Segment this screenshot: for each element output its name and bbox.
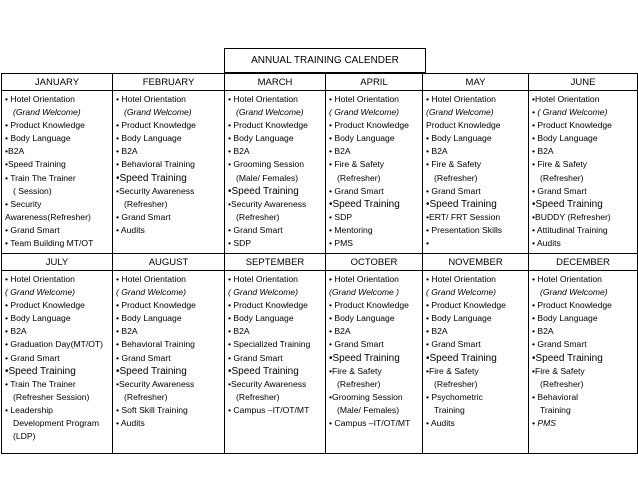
training-item: •Grooming Session <box>329 391 403 402</box>
month-cell-august <box>113 271 225 454</box>
training-item: • Hotel Orientation <box>116 274 186 284</box>
month-header: JUNE <box>529 74 638 91</box>
training-item: • Body Language <box>426 133 492 144</box>
training-item: (Grand Welcome ) <box>329 287 400 298</box>
training-row-1 <box>2 91 638 254</box>
training-item: (Refresher) <box>434 378 478 389</box>
training-item: (Refresher) <box>236 211 280 222</box>
training-item: (Grand Welcome) <box>236 107 304 118</box>
training-item: • Fire & Safety <box>329 159 385 170</box>
month-header: FEBRUARY <box>113 74 225 91</box>
training-item: • B2A <box>228 146 250 157</box>
training-item: • Product Knowledge <box>116 120 196 131</box>
training-item: •Fire & Safety <box>532 365 585 376</box>
training-item: (LDP) <box>13 431 36 442</box>
training-item: •Speed Training <box>329 352 400 364</box>
month-cell-november <box>423 271 529 454</box>
training-item: • Grand Smart <box>329 185 384 196</box>
training-item: • Hotel Orientation <box>228 94 298 104</box>
month-header: AUGUST <box>113 254 225 271</box>
training-item: • Leadership <box>5 404 53 415</box>
training-item: • Hotel Orientation <box>426 94 496 104</box>
training-item: • Hotel Orientation <box>426 274 496 284</box>
training-item: • Behavioral Training <box>116 159 195 170</box>
training-item: Training <box>434 404 465 415</box>
training-item: •Speed Training <box>116 365 187 377</box>
training-item: •ERT/ FRT Session <box>426 211 501 222</box>
training-item: (Refresher) <box>124 198 168 209</box>
training-item: • Grand Smart <box>426 185 481 196</box>
calendar-title: ANNUAL TRAINING CALENDER <box>224 48 426 73</box>
training-item: • B2A <box>426 146 448 157</box>
training-item: Development Program <box>13 418 99 429</box>
training-item: • Audits <box>532 238 561 249</box>
training-item: (Refresher Session) <box>13 391 90 402</box>
training-item: ( Grand Welcome) <box>329 107 400 118</box>
training-item: •Speed Training <box>532 198 603 210</box>
training-item: • Product Knowledge <box>5 120 85 131</box>
training-item: Training <box>540 404 571 415</box>
training-item: • Grand Smart <box>228 224 283 235</box>
training-item: •Speed Training <box>5 365 76 377</box>
training-item: • Graduation Day(MT/OT) <box>5 339 104 350</box>
training-item: • B2A <box>426 326 448 337</box>
training-item: • Fire & Safety <box>532 159 588 170</box>
training-item: • SDP <box>228 238 252 249</box>
training-item: • PMS <box>532 418 557 429</box>
training-item: • Mentoring <box>329 224 373 235</box>
training-item: • B2A <box>329 146 351 157</box>
training-item: (Grand Welcome) <box>124 107 192 118</box>
training-item: • Product Knowledge <box>329 300 409 311</box>
training-item: • Audits <box>426 418 455 429</box>
training-item: • Campus –IT/OT/MT <box>228 404 310 415</box>
month-header: JANUARY <box>2 74 113 91</box>
training-item: • Body Language <box>116 133 182 144</box>
training-item: •Fire & Safety <box>426 365 479 376</box>
month-cell-may <box>423 91 529 254</box>
training-item: • Hotel Orientation <box>532 274 602 284</box>
training-item: •BUDDY (Refresher) <box>532 211 611 222</box>
training-item: • Campus –IT/OT/MT <box>329 418 411 429</box>
month-header: OCTOBER <box>326 254 423 271</box>
training-item: • Hotel Orientation <box>5 274 75 284</box>
training-item: • Grooming Session <box>228 159 305 170</box>
month-cell-july <box>2 271 113 454</box>
training-item: • Fire & Safety <box>426 159 482 170</box>
training-item: (Refresher) <box>540 172 584 183</box>
training-item: • Behavioral Training <box>116 339 195 350</box>
training-item: • Body Language <box>228 133 294 144</box>
training-item: (Male/ Females) <box>337 404 400 415</box>
month-header: JULY <box>2 254 113 271</box>
training-item: • Body Language <box>426 313 492 324</box>
training-item: • Grand Smart <box>329 339 384 350</box>
training-item: • Body Language <box>116 313 182 324</box>
training-item: •Speed Training <box>532 352 603 364</box>
training-item: • Attitudinal Training <box>532 224 608 235</box>
training-item: • Product Knowledge <box>329 120 409 131</box>
month-cell-january <box>2 91 113 254</box>
training-item: Awareness(Refresher) <box>5 211 91 222</box>
training-item: (Grand Welcome) <box>540 287 608 298</box>
month-cell-february <box>113 91 225 254</box>
training-item: • SDP <box>329 211 353 222</box>
training-item: • B2A <box>116 326 138 337</box>
training-item: • Product Knowledge <box>228 120 308 131</box>
training-item: • PMS <box>329 238 354 249</box>
training-item: • Hotel Orientation <box>228 274 298 284</box>
training-item: • Hotel Orientation <box>5 94 75 104</box>
month-cell-december <box>529 271 638 454</box>
training-item: (Grand Welcome) <box>426 107 494 118</box>
month-header-row-2 <box>2 254 638 271</box>
training-item: ( Session) <box>13 185 52 196</box>
training-item: • Hotel Orientation <box>329 274 399 284</box>
training-item: (Refresher) <box>337 378 381 389</box>
training-item: • Body Language <box>532 313 598 324</box>
training-item: • Grand Smart <box>228 352 283 363</box>
training-item: • Team Building MT/OT <box>5 238 94 249</box>
training-item: ( Grand Welcome) <box>228 287 299 298</box>
training-item: • Product Knowledge <box>426 300 506 311</box>
month-cell-october <box>326 271 423 454</box>
training-item: (Refresher) <box>540 378 584 389</box>
training-item: • Body Language <box>228 313 294 324</box>
training-item: • Grand Smart <box>426 339 481 350</box>
training-item: • Grand Smart <box>116 211 171 222</box>
training-item: • Hotel Orientation <box>116 94 186 104</box>
month-header: DECEMBER <box>529 254 638 271</box>
training-item: • B2A <box>532 146 554 157</box>
training-item: • Soft Skill Training <box>116 404 188 415</box>
training-item: • Product Knowledge <box>228 300 308 311</box>
training-row-2 <box>2 271 638 454</box>
training-item: • Body Language <box>329 133 395 144</box>
training-item: • Presentation Skills <box>426 224 503 235</box>
training-item: (Refresher) <box>434 172 478 183</box>
training-item: •Hotel Orientation <box>532 94 600 104</box>
training-item: • Grand Smart <box>532 339 587 350</box>
training-item: • Product Knowledge <box>532 120 612 131</box>
training-item: • Product Knowledge <box>532 300 612 311</box>
month-cell-april <box>326 91 423 254</box>
training-item: •Fire & Safety <box>329 365 382 376</box>
month-cell-june <box>529 91 638 254</box>
training-item: • <box>426 238 430 249</box>
training-item: Product Knowledge <box>426 120 501 131</box>
training-item: • B2A <box>116 146 138 157</box>
training-item: • ( Grand Welcome) <box>532 107 608 118</box>
month-cell-september <box>225 271 326 454</box>
training-item: •Security Awareness <box>228 198 307 209</box>
training-item: ( Grand Welcome) <box>426 287 497 298</box>
training-item: •Speed Training <box>5 159 66 170</box>
training-item: •Speed Training <box>329 198 400 210</box>
training-item: • Specialized Training <box>228 339 311 350</box>
training-item: • Train The Trainer <box>5 378 76 389</box>
month-header-row-1 <box>2 74 638 91</box>
training-item: • Grand Smart <box>5 352 60 363</box>
training-item: • Train The Trainer <box>5 172 76 183</box>
training-item: •Speed Training <box>426 198 497 210</box>
training-item: (Refresher) <box>124 391 168 402</box>
training-item: • B2A <box>5 326 27 337</box>
training-item: • B2A <box>532 326 554 337</box>
training-item: ( Grand Welcome) <box>5 287 76 298</box>
training-item: • Security <box>5 198 42 209</box>
training-item: • Psychometric <box>426 391 483 402</box>
training-item: • Grand Smart <box>5 224 60 235</box>
training-item: • Audits <box>116 224 145 235</box>
training-item: (Refresher) <box>337 172 381 183</box>
training-item: •Security Awareness <box>116 185 195 196</box>
training-item: •Security Awareness <box>116 378 195 389</box>
month-header: NOVEMBER <box>423 254 529 271</box>
month-header: APRIL <box>326 74 423 91</box>
training-item: •B2A <box>5 146 25 157</box>
training-item: • Grand Smart <box>532 185 587 196</box>
month-header: MARCH <box>225 74 326 91</box>
training-item: •Speed Training <box>228 185 299 197</box>
training-item: •Speed Training <box>426 352 497 364</box>
training-item: • B2A <box>329 326 351 337</box>
month-header: MAY <box>423 74 529 91</box>
training-item: • Audits <box>116 418 145 429</box>
training-item: ( Grand Welcome) <box>116 287 187 298</box>
training-item: • Body Language <box>5 133 71 144</box>
training-item: (Grand Welcome) <box>13 107 81 118</box>
training-item: • Hotel Orientation <box>329 94 399 104</box>
training-item: •Speed Training <box>228 365 299 377</box>
training-item: • Product Knowledge <box>5 300 85 311</box>
training-item: • B2A <box>228 326 250 337</box>
training-item: • Body Language <box>532 133 598 144</box>
training-item: • Body Language <box>5 313 71 324</box>
training-item: (Refresher) <box>236 391 280 402</box>
training-item: • Body Language <box>329 313 395 324</box>
training-item: • Product Knowledge <box>116 300 196 311</box>
training-item: •Speed Training <box>116 172 187 184</box>
training-item: • Grand Smart <box>116 352 171 363</box>
month-header: SEPTEMBER <box>225 254 326 271</box>
month-cell-march <box>225 91 326 254</box>
training-item: •Security Awareness <box>228 378 307 389</box>
training-item: (Male/ Females) <box>236 172 299 183</box>
training-item: • Behavioral <box>532 391 579 402</box>
training-calendar-table <box>1 73 638 454</box>
